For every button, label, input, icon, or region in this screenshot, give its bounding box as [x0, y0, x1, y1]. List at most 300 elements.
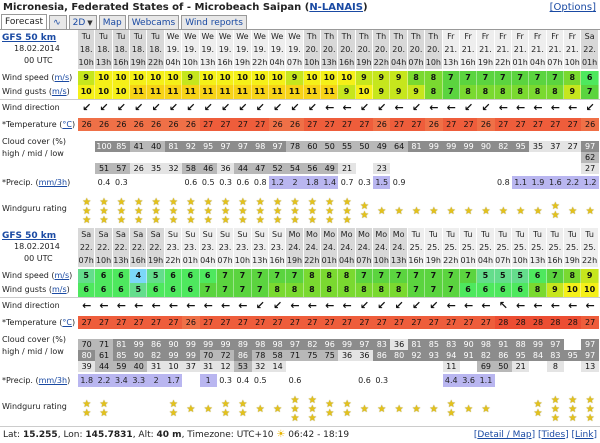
cloud-cell: 32 [252, 361, 269, 372]
wind-gusts-cell: 8 [425, 85, 442, 99]
precip-cell [477, 176, 494, 189]
model-link[interactable]: GFS 50 km [2, 231, 57, 241]
wind-arrow-icon: ↙ [307, 101, 317, 114]
precip-label-unit-link[interactable]: mm/3h [38, 178, 68, 187]
cloud-cell: 82 [477, 350, 494, 361]
rating-cell [425, 394, 442, 424]
cloud-cell: 99 [165, 350, 182, 361]
precip-cell: 0.7 [340, 178, 354, 187]
day-cell: Sa [581, 30, 598, 43]
cloud-cell: 99 [182, 350, 199, 361]
star-icon: ★ [151, 205, 161, 217]
day-row [78, 228, 599, 241]
star-icon: ★ [168, 408, 178, 419]
wind-speed-label-unit-link[interactable]: m/s [54, 73, 70, 82]
wind-arrow-icon: ↙ [481, 101, 491, 114]
precip-cell [147, 176, 164, 189]
cloud-cell: 100 [96, 142, 112, 151]
day-cell: We [286, 30, 303, 43]
cloud-cell: 54 [286, 163, 303, 174]
star-icon: ★ [255, 196, 265, 208]
wind-arrow-icon: ↙ [585, 101, 595, 114]
star-icon: ★ [203, 214, 213, 226]
star-icon: ★ [516, 205, 526, 217]
link-link[interactable]: Link [575, 430, 594, 440]
wind-gusts-cell: 11 [147, 85, 164, 99]
rating-cell [113, 196, 130, 226]
day-cell: Th [321, 30, 338, 43]
star-icon: ★ [273, 205, 283, 217]
wind-gusts-cell: 9 [338, 85, 355, 99]
day-cell: Su [200, 228, 217, 241]
wind-arrow-icon: ← [325, 299, 335, 312]
wind-speed-cell: 10 [130, 71, 147, 85]
wind-speed-cell: 7 [443, 269, 460, 283]
wind-arrow-icon: ← [238, 299, 248, 312]
hour-cell: 22h [252, 58, 268, 67]
day-cell: Th [408, 30, 425, 43]
cloud-cell: 57 [113, 163, 130, 174]
cloud-layers-label-text: high / mid / low [2, 149, 64, 158]
cloud-cell [443, 152, 460, 163]
rating-label [2, 402, 78, 412]
cloud-cell: 85 [113, 141, 130, 152]
alt-label: Alt: [138, 430, 154, 440]
wind-arrow-icon: ↙ [168, 101, 179, 114]
temperature-cell: 26 [147, 118, 164, 131]
temperature-cell: 27 [217, 118, 234, 131]
hour-cell: 07h [408, 58, 424, 67]
cloud-cell: 95 [200, 141, 217, 152]
star-icon: ★ [446, 205, 456, 217]
precip-label: *Precip. (mm/3h) [2, 178, 71, 187]
precip-cell: 1.7 [165, 374, 182, 387]
rating-cell [460, 394, 477, 424]
hour-cell: 22h [373, 58, 389, 67]
date-cell: 25. [512, 241, 529, 254]
temperature-cell: 27 [581, 316, 598, 329]
wind-gusts-cell: 8 [495, 85, 512, 99]
wind-speed-cell: 6 [200, 269, 217, 283]
precip-cell [581, 374, 598, 387]
star-icon: ★ [550, 201, 560, 212]
star-icon: ★ [203, 205, 213, 217]
cloud-cell [564, 152, 581, 163]
cloud-cell [477, 163, 494, 174]
cloud-cell: 46 [200, 163, 217, 174]
wind-gusts-label-unit-link[interactable]: m/s [51, 87, 67, 96]
day-cell: Su [252, 228, 269, 241]
temperature-cell: 28 [547, 316, 564, 329]
temperature-cell: 27 [338, 118, 355, 131]
day-cell: Sa [147, 228, 164, 241]
wind-speed-cell: 9 [78, 71, 95, 85]
tab-map[interactable] [99, 15, 126, 29]
wind-speed-cell: 7 [286, 269, 303, 283]
wind-arrow-icon: ↖ [498, 299, 508, 312]
date-cell: 21. [460, 43, 477, 56]
day-cell: Tu [95, 30, 112, 43]
temperature-label-unit-link[interactable]: °C [62, 120, 72, 129]
temperature-cell: 26 [373, 118, 390, 131]
hour-cell: 04h [269, 58, 285, 67]
cloud-cell: 70 [200, 350, 217, 361]
temperature-cell: 27 [564, 118, 581, 131]
temperature-label-unit-link[interactable]: °C [62, 318, 72, 327]
day-cell: Tu [529, 228, 546, 241]
rating-cell [321, 196, 338, 226]
cloud-cell [408, 163, 425, 174]
wind-gusts-cell: 8 [512, 85, 529, 99]
cloud-cell [338, 361, 355, 372]
precip-cell: 4.4 [443, 374, 460, 387]
day-cell: We [252, 30, 269, 43]
hour-cell: 22h [165, 256, 181, 265]
date-cell: 23. [252, 241, 269, 254]
temperature-cell: 26 [130, 118, 147, 131]
star-icon: ★ [255, 403, 265, 415]
wind-speed-label: Wind speed (m/s) [2, 73, 73, 82]
options-link[interactable]: [Options] [549, 2, 596, 13]
precip-cell: 1.8 [78, 374, 95, 387]
hour-cell: 10h [95, 256, 112, 265]
temperature-cell: 27 [460, 316, 477, 329]
star-icon: ★ [82, 399, 92, 410]
hour-cell: 19h [130, 58, 146, 67]
wind-speed-cell: 6 [113, 269, 130, 283]
star-icon: ★ [238, 399, 248, 410]
star-icon: ★ [221, 408, 231, 419]
temperature-cell: 27 [495, 118, 512, 131]
wind-arrow-icon: ← [220, 299, 231, 312]
wind-speed-cell: 7 [477, 71, 494, 85]
rating-cell [200, 394, 217, 424]
wind-arrow-icon: ↙ [134, 101, 144, 114]
precip-cell [408, 374, 425, 387]
cloud-cell [460, 152, 477, 163]
date-cell: 23. [200, 241, 217, 254]
cloud-cell: 44 [95, 361, 112, 372]
hour-cell: 13h [252, 256, 268, 265]
cloud-cell [356, 152, 373, 163]
star-icon: ★ [585, 205, 595, 217]
date-cell: 19. [217, 43, 234, 56]
hour-cell: 19h [286, 256, 303, 265]
cloud-cell [321, 361, 338, 372]
wind-gusts-label: Wind gusts (m/s) [2, 87, 70, 96]
star-icon: ★ [446, 399, 456, 410]
cloud-cell: 83 [373, 339, 390, 350]
star-icon: ★ [568, 403, 578, 415]
precip-cell: 1.2 [269, 176, 286, 189]
lon-label: Lon: [63, 430, 83, 440]
cloud-cell: 41 [130, 141, 147, 152]
day-cell: Th [338, 30, 355, 43]
wind-arrow-icon: ← [446, 299, 456, 312]
cloud-cell: 92 [182, 141, 199, 152]
star-icon: ★ [290, 412, 300, 424]
cloud-cell [425, 361, 442, 372]
temperature-cell: 26 [182, 316, 199, 329]
temperature-cell: 27 [113, 316, 130, 329]
cloud-cell: 50 [321, 141, 338, 152]
cloud-cell [269, 152, 286, 163]
cloud-cell: 99 [217, 339, 234, 350]
cloud-cell: 37 [182, 361, 199, 372]
wind-gusts-cell: 8 [269, 283, 286, 297]
wind-gusts-row [78, 85, 599, 99]
cloud-cell: 21 [512, 361, 529, 372]
cloud-cell: 13 [581, 361, 598, 372]
cloud-cell: 81 [408, 141, 425, 152]
wind-speed-cell: 7 [373, 269, 390, 283]
rating-cell [252, 394, 269, 424]
star-icon: ★ [221, 399, 231, 410]
precip-label-unit-link[interactable]: mm/3h [38, 376, 68, 385]
cloud-cover-label [2, 137, 78, 147]
wind-speed-cell: 6 [165, 269, 182, 283]
tab-webcams[interactable] [128, 15, 180, 29]
temperature-label-text: *Temperature [2, 318, 57, 327]
cloud-cell: 97 [217, 141, 234, 152]
wind-gusts-cell: 8 [460, 85, 477, 99]
wind-speed-label: Wind speed (m/s) [2, 271, 73, 280]
wind-arrow-icon: ← [463, 299, 474, 312]
hour-cell: 16h [130, 256, 146, 265]
temperature-cell: 27 [286, 316, 303, 329]
cloud-cell: 32 [165, 163, 182, 174]
cloud-cell: 99 [182, 339, 199, 350]
model-link[interactable]: GFS 50 km [2, 33, 57, 43]
hour-cell: 19h [425, 256, 441, 265]
temperature-cell: 28 [495, 316, 512, 329]
wind-direction-label [2, 301, 78, 311]
wind-arrow-icon: ← [99, 299, 109, 312]
hour-cell: 04h [477, 256, 494, 265]
precip-label-text: *Precip. [2, 376, 33, 385]
temperature-cell: 27 [390, 316, 407, 329]
hour-cell: 22h [147, 58, 164, 67]
star-icon: ★ [255, 214, 265, 226]
wind-speed-cell: 10 [234, 71, 251, 85]
star-icon: ★ [221, 196, 231, 208]
day-cell: Mo [373, 228, 390, 241]
tab-forecast[interactable] [1, 14, 47, 29]
detail-map-link[interactable]: Detail / Map [477, 430, 532, 440]
temperature-label: *Temperature (°C) [2, 318, 76, 327]
hour-cell: 04h [165, 58, 181, 67]
cloud-cell: 82 [304, 339, 321, 350]
star-icon: ★ [585, 394, 595, 406]
hour-cell: 19h [234, 58, 251, 67]
rating-cell [443, 394, 460, 424]
cloud-cell: 36 [390, 339, 407, 350]
cloud-cell: 55 [338, 141, 355, 152]
tab-label: Forecast [5, 17, 44, 27]
hour-cell: 19h [477, 58, 494, 67]
cloud-cell [113, 152, 130, 163]
temperature-cell: 28 [564, 316, 581, 329]
wind-gusts-cell: 6 [460, 283, 477, 297]
precip-cell: 1.5 [373, 176, 390, 189]
wind-speed-cell: 10 [304, 71, 321, 85]
star-icon: ★ [273, 196, 283, 208]
wind-gusts-cell: 6 [113, 283, 130, 297]
cloud-cell: 36 [338, 350, 355, 361]
day-cell: Sa [113, 228, 130, 241]
day-cell: Su [217, 228, 234, 241]
precip-cell: 1.1 [512, 176, 529, 189]
temperature-cell: 26 [182, 118, 199, 131]
tab-2d[interactable] [69, 15, 97, 29]
wind-gusts-cell: 11 [269, 85, 286, 99]
precip-cell: 2.2 [564, 176, 581, 189]
precip-cell: 0.6 [184, 178, 198, 187]
star-icon: ★ [342, 399, 352, 410]
wind-gusts-cell: 11 [182, 85, 199, 99]
station-link[interactable]: N-LANAIS [309, 2, 363, 13]
cloud-cell [390, 361, 407, 372]
star-icon: ★ [359, 201, 369, 212]
temperature-cell: 27 [95, 316, 112, 329]
rating-label-text: Windguru rating [2, 402, 67, 411]
date-cell: 25. [564, 241, 581, 254]
cloud-low2-row [78, 163, 599, 174]
rating-cell [338, 196, 355, 226]
star-icon: ★ [412, 205, 421, 217]
wind-gusts-label-unit-link[interactable]: m/s [51, 285, 67, 294]
wind-gusts-cell: 5 [130, 283, 147, 297]
wind-arrow-icon: ← [568, 101, 578, 114]
cloud-cell: 90 [130, 350, 147, 361]
cloud-low-row [78, 350, 599, 361]
wind-speed-cell: 8 [564, 71, 581, 85]
cloud-cell: 49 [321, 163, 338, 174]
rating-cell [390, 196, 407, 226]
star-icon: ★ [429, 205, 439, 217]
hour-cell: 04h [391, 58, 407, 67]
hour-cell: 10h [182, 58, 198, 67]
star-icon: ★ [481, 403, 491, 415]
precip-cell [130, 176, 147, 189]
precip-cell [78, 176, 95, 189]
wind-arrow-icon: ← [290, 299, 300, 312]
wind-gusts-cell: 8 [286, 283, 303, 297]
hour-cell: 01h [321, 256, 337, 265]
rating-cell [547, 196, 564, 226]
day-cell: Fr [495, 30, 512, 43]
hour-row [78, 254, 599, 267]
wind-speed-label-unit-link[interactable]: m/s [54, 271, 70, 280]
day-cell: Fr [564, 30, 581, 43]
cloud-cell [356, 163, 373, 174]
rating-cell [182, 196, 199, 226]
tab-wind-reports[interactable] [181, 15, 247, 29]
rating-cell [182, 394, 199, 424]
cloud-cell: 52 [269, 163, 286, 174]
cloud-cell: 50 [356, 141, 373, 152]
cloud-cell: 31 [147, 361, 164, 372]
wind-speed-cell: 8 [304, 269, 321, 283]
rating-cell [234, 394, 251, 424]
temperature-label-text: *Temperature [2, 120, 57, 129]
precip-cell: 0.3 [375, 376, 389, 385]
date-cell: 25. [408, 241, 425, 254]
hour-cell: 07h [78, 256, 94, 265]
day-cell: Mo [304, 228, 321, 241]
star-icon: ★ [342, 214, 352, 226]
star-icon: ★ [168, 205, 178, 217]
star-icon: ★ [307, 205, 317, 217]
date-cell: 22. [130, 241, 147, 254]
temperature-cell: 27 [321, 316, 338, 329]
cloud-layers-label-text: high / mid / low [2, 347, 64, 356]
temperature-cell: 27 [338, 316, 355, 329]
hour-cell: 16h [408, 256, 424, 265]
cloud-cell: 71 [286, 350, 303, 361]
cloud-cell [390, 152, 407, 163]
day-cell: Fr [547, 30, 564, 43]
cloud-cell [495, 152, 512, 163]
hour-cell: 19h [147, 256, 164, 265]
cloud-cell [460, 361, 477, 372]
wind-arrow-icon: ↙ [463, 101, 474, 114]
cloud-cell [95, 152, 112, 163]
wind-speed-cell: 7 [390, 269, 407, 283]
wind-arrow-icon: ← [342, 299, 352, 312]
precip-cell [564, 374, 581, 387]
date-cell: 20. [390, 43, 407, 56]
cloud-cell [286, 361, 303, 372]
date-cell: 20. [373, 43, 390, 56]
wind-speed-cell: 6 [581, 71, 598, 85]
wind-arrow-icon: ← [151, 299, 161, 312]
date-cell: 25. [425, 241, 442, 254]
cloud-cell: 49 [373, 141, 390, 152]
star-icon: ★ [550, 394, 560, 406]
hour-cell: 13h [95, 58, 112, 67]
date-cell: 20. [425, 43, 442, 56]
hour-cell: 16h [269, 256, 285, 265]
hour-cell: 22h [443, 256, 459, 265]
wind-speed-cell: 9 [373, 71, 390, 85]
date-cell: 25. [443, 241, 460, 254]
chart-tab[interactable] [49, 15, 67, 29]
precip-cell [390, 374, 407, 387]
date-cell: 22. [78, 241, 95, 254]
date-cell: 20. [304, 43, 321, 56]
wind-arrow-icon: ↙ [273, 299, 283, 312]
cloud-cell: 84 [529, 350, 546, 361]
cloud-cell: 83 [547, 350, 564, 361]
rating-cell [390, 394, 407, 424]
tab-label: Map [102, 17, 122, 28]
tides-link[interactable]: Tides [541, 430, 566, 440]
date-row [78, 43, 599, 56]
wind-gusts-cell: 10 [78, 85, 95, 99]
wind-arrow-icon: ↙ [377, 299, 387, 312]
star-icon: ★ [82, 205, 92, 217]
hour-cell: 16h [338, 58, 355, 67]
day-cell: Th [390, 30, 407, 43]
star-icon: ★ [168, 196, 178, 208]
wind-gusts-cell: 7 [443, 283, 460, 297]
day-cell: Fr [477, 30, 494, 43]
day-cell: Sa [78, 228, 95, 241]
day-cell: Fr [460, 30, 477, 43]
date-cell: 21. [495, 43, 512, 56]
hour-cell: 10h [512, 256, 528, 265]
